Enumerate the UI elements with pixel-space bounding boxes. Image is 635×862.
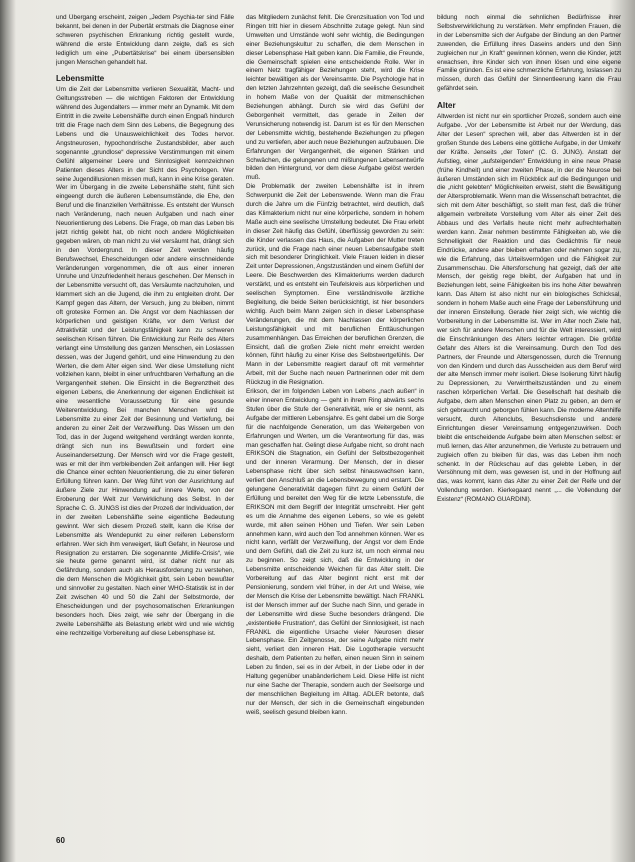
- paragraph: Altwerden ist nicht nur ein sportlicher Prozeß, sondern auch eine Aufgabe. „Vor der Lebensmitte ist Arbeit nur der Werdung, das Alter der Lesen“ sprechen will, aber das Altwerden ist in der großen Stunde des Lebens eine göttliche Aufgabe, in der Umkehr der Kräfte. Jenseits „der Toten“ (C. G. JUNG). Anstatt der Aufstieg, einer „aufsteigenden“ Entwicklung in eine neue Phase (frühe Kindheit) und einer zweiten Phase, in der die Neurose bei äußeren Umständen sich im Rückblick auf die Bedingungen und die „nicht gelebten“ Möglichkeiten erweist, steht die Bewältigung der Altersproblematik. Wenn man die Wissenschaft betrachtet, die sich mit dem Alter beschäftigt, so stellt man fest, daß die früher allgemein verbreitete Vorstellung vom Alter als einer Zeit des Abbaus und des Verfalls heute nicht mehr aufrechterhalten werden kann. Zwar nehmen bestimmte Fähigkeiten ab, wie die Schnelligkeit der Reaktion und das Gedächtnis für neue Eindrücke, andere aber bleiben erhalten oder nehmen sogar zu, wie die Erfahrung, das Urteilsvermögen und die Fähigkeit zur Zusammenschau. Die Altersforschung hat gezeigt, daß der alte Mensch, der geistig rege bleibt, der Aufgaben hat und in Beziehungen lebt, seine Fähigkeiten bis ins hohe Alter bewahren kann. Das Altern ist also nicht nur ein biologisches Schicksal, sondern in hohem Maße auch eine Frage der Lebensführung und der inneren Einstellung. Gerade hier zeigt sich, wie wichtig die Vorbereitung in der Lebensmitte ist. Wer im Alter noch Ziele hat, wer sich für andere Menschen und für die Welt interessiert, wird die Einschränkungen des Alters leichter ertragen. Die größte Gefahr des Alters ist die Vereinsamung. Durch den Tod des Partners, der Freunde und Altersgenossen, durch die Trennung von den Kindern und durch das Ausscheiden aus dem Beruf wird der alte Mensch immer mehr isoliert. Diese Isolierung führt häufig zu Depressionen, zu Verwirrtheitszuständen und zu einem raschen körperlichen Verfall. Die Gesellschaft hat deshalb die Aufgabe, dem alten Menschen einen Platz zu geben, an dem er sich gebraucht und geborgen fühlen kann. Die moderne Altenhilfe versucht, durch Altenclubs, Besuchsdienste und andere Einrichtungen dieser Vereinsamung entgegenzuwirken. Doch bleibt die entscheidende Aufgabe beim alten Menschen selbst: er muß lernen, das Alter anzunehmen, die Verluste zu betrauern und zugleich offen zu bleiben für das, was das Leben ihm noch schenkt. In der Rückschau auf das gelebte Leben, in der Versöhnung mit dem, was gewesen ist, und in der Hoffnung auf das, was kommt, kann das Alter zu einer Zeit der Reife und der Vollendung werden. Kierkegaard nennt „... die Vollendung der Existenz“ (ROMANO GUARDINI).: [437, 113, 621, 504]
- page-number: 60: [56, 836, 65, 845]
- paragraph: Die Problematik der zweiten Lebenshälfte ist in ihrem Schwerpunkt die Zeit der Lebenswende. Wenn man die Frau durch die Jahre um die Fünfzig betrachtet, wird deutlich, daß das Klimakterium nicht nur eine körperliche, sondern in hohem Maße auch eine seelische Umstellung bedeutet. Die Frau erlebt in dieser Zeit häufig das Gefühl, überflüssig geworden zu sein: die Kinder verlassen das Haus, die Aufgaben der Mutter treten zurück, und die Frage nach einer neuen Lebensaufgabe stellt sich mit besonderer Dringlichkeit. Viele Frauen leiden in dieser Zeit unter Depressionen, Angstzuständen und einem Gefühl der Leere. Die Beschwerden des Klimakteriums werden dadurch verstärkt, und es entsteht ein Teufelskreis aus körperlichen und seelischen Symptomen. Eine verständnisvolle ärztliche Begleitung, die beide Seiten berücksichtigt, ist hier besonders wichtig. Auch beim Mann zeigen sich in dieser Lebensphase Veränderungen, die mit dem Nachlassen der körperlichen Leistungsfähigkeit und mit beruflichen Enttäuschungen zusammenhängen. Das Erreichen der beruflichen Grenzen, die Einsicht, daß die großen Ziele nicht mehr erreicht werden können, führt häufig zu einer Krise des Selbstwertgefühls. Der Mann in der Lebensmitte reagiert darauf oft mit vermehrter Arbeit, mit der Suche nach neuen Partnerinnen oder mit dem Rückzug in die Resignation.: [246, 183, 424, 387]
- section-heading: Alter: [437, 101, 456, 111]
- paragraph: das Mitgliedern zunächst fehlt. Die Grenzsituation von Tod und Ringen tritt hier in diesem Abschnitte zutage gelegt. Nun sind Umwelten und Umstände wohl sehr wichtig, die Bedingungen einer Beziehungskultur zu schaffen, die dem Menschen in dieser Lebensphase Halt geben kann. Die Familie, die Freunde, die Gemeinschaft spielen eine entscheidende Rolle. Wer in einem Netz tragfähiger Beziehungen steht, wird die Krise leichter bewältigen als der Vereinsamte. Die Psychologie hat in den letzten Jahrzehnten gezeigt, daß die seelische Gesundheit in hohem Maße von der Qualität der mitmenschlichen Beziehungen abhängt. Durch sie wird das Gefühl der Geborgenheit vermittelt, das gerade in Zeiten der Verunsicherung notwendig ist. Darum ist es für den Menschen der Lebensmitte wichtig, bestehende Beziehungen zu pflegen und zu vertiefen, aber auch neue Beziehungen aufzubauen. Die Erfahrungen der Vergangenheit, die eigenen Stärken und Schwächen, die gelungenen und mißlungenen Lebensentwürfe bilden den Hintergrund, vor dem diese Aufgabe gelöst werden muß.: [246, 14, 424, 182]
- section-heading: Lebensmitte: [56, 74, 105, 84]
- paragraph: und Übergang erscheint, zeigen „Jedem Psychia-ter sind Fälle bekannt, bei denen in der Pubertät erstmals die Diagnose einer schweren psychischen Erkrankung richtig gestellt wurde, während die erste Entwicklung dann zeigte, daß es sich lediglich um eine „Pubertätskrise“ bei einem übersensiblen jungen Menschen gehandelt hat.: [56, 14, 234, 66]
- text-column-3: [437, 14, 621, 804]
- document-page: [56, 14, 626, 852]
- paragraph: bildung noch einmal die sehnlichen Bedürfnisse ihrer Selbstverwirklichung zu verstärken. Mehr empfinden Frauen, die in der Lebensmitte sich der Aufgabe der Bindung an den Partner zuwenden, die Erfüllung ihres Daseins anders und den Sinn zugleichen nur „in Kraft“ gewinnen können, wenn die Kinder, jetzt erwachsen, ihre Kinder sich von ihnen lösen und eine eigene Familie gründen. Es ist eine schmerzliche Erfahrung, loslassen zu müssen, durch das Gefühl der Sinnentleerung kann die Frau gefährdet sein.: [437, 14, 621, 93]
- paragraph: Um die Zeit der Lebensmitte verlieren Sexualität, Macht- und Geltungsstreben — die wichtigen Faktoren der Entwicklung während des Jugendalters — immer mehr an Dynamik. Mit dem Eintritt in die zweite Lebenshälfte durch einen Engpaß hindurch tritt die Frage nach dem Sinn des Lebens, die Begegnung des Lebens und die Unausweichlichkeit des Todes hervor. Angstneurosen, hypochondrische Zustandsbilder, aber auch sogenannte „grundlose“ depressive Verstimmungen mit einem Gefühl allgemeiner Leere und Sinnlosigkeit kennzeichnen Patienten dieses Alters in der Sicht des Psychologen. Wer seine Jugendillusionen missen muß, kann in eine Krise geraten. Wer im Übergang in die zweite Lebenshälfte steht, fühlt sich eingeengt durch die äußeren Lebensumstände, die Ehe, den Beruf und die finanziellen Verhältnisse. Es entsteht der Wunsch nach Veränderung, nach neuen Aufgaben und nach einer Neuorientierung des Lebens. Die Frage, ob man das Leben bis jetzt richtig gelebt hat, ob nicht noch andere Möglichkeiten gegeben wären, ob man nicht zu viel versäumt hat, drängt sich in den Vordergrund. In dieser Zeit werden häufig Berufswechsel, Ehescheidungen oder andere einschneidende Veränderungen vorgenommen, die oft aus einer inneren Unruhe und Unzufriedenheit heraus geschehen. Der Mensch in der Lebensmitte versucht oft, das Versäumte nachzuholen, und klammert sich an die Jugend, die ihm zu entgleiten droht. Der Kampf gegen das Altern, der Versuch, jung zu bleiben, nimmt oft groteske Formen an. Die Angst vor dem Nachlassen der körperlichen und geistigen Kräfte, vor dem Verlust der Attraktivität und der Leistungsfähigkeit kann zu schweren seelischen Krisen führen. Die Entwicklung zur Reife des Alters verlangt eine Umstellung des ganzen Menschen, ein Loslassen dessen, was der Jugend gehört, und eine Hinwendung zu den Werten, die dem Alter eigen sind. Wer diese Umstellung nicht vollziehen kann, bleibt in einer unfruchtbaren Verhaftung an die Vergangenheit stehen. Die Einsicht in die Begrenztheit des eigenen Lebens, die Anerkennung der eigenen Endlichkeit ist eine wesentliche Voraussetzung für eine gesunde Weiterentwicklung. Bei manchen Menschen wird die Lebensmitte zu einer Zeit der Besinnung und Vertiefung, bei anderen zu einer Zeit der Verzweiflung. Das Wissen um den Tod, das in der Jugend weitgehend verdrängt werden konnte, drängt sich nun ins Bewußtsein und fordert eine Auseinandersetzung. Der Mensch wird vor die Frage gestellt, was er mit der ihm verbleibenden Zeit anfangen will. Hier liegt die Chance einer echten Neuorientierung, die zu einer tieferen Erfüllung führen kann. Der Weg führt von der Ausrichtung auf äußere Ziele zur Hinwendung auf innere Werte, von der Eroberung der Welt zur Verwirklichung des Selbst. In der Sprache C. G. JUNGS ist dies der Prozeß der Individuation, der in der zweiten Lebenshälfte seine eigentliche Bedeutung gewinnt. Wer sich diesem Prozeß stellt, kann die Krise der Lebensmitte als Wendepunkt zu einer reiferen Lebensform erfahren. Wer sich ihm verweigert, läuft Gefahr, in Neurose und Resignation zu erstarren. Die sogenannte „Midlife-Crisis“, wie sie heute gerne genannt wird, ist daher nicht nur als Gefährdung, sondern auch als Herausforderung zu verstehen, die dem Menschen die Möglichkeit gibt, sein Leben bewußter und sinnvoller zu gestalten. Nach einer WHO-Statistik ist in der Zeit zwischen 40 und 50 die Zahl der Selbstmorde, der Ehescheidungen und der psychosomatischen Erkrankungen besonders hoch. Dies zeigt, wie sehr der Übergang in die zweite Lebenshälfte als Belastung erlebt wird und wie wichtig eine rechtzeitige Vorbereitung auf diese Lebensphase ist.: [56, 86, 234, 637]
- text-column-2: [246, 14, 424, 804]
- paragraph: Erikson, der im folgenden Leben von Lebens „nach außen“ in einer inneren Entwicklung — geht in ihrem Ring abwärts sechs Stufen über die Stufe der Generativität, wie er sie nennt, als Aufgabe der mittleren Lebensjahre. Es geht dabei um die Sorge für die nachfolgende Generation, um das Weitergeben von Erfahrungen und Werten, um die Verantwortung für das, was man geschaffen hat. Gelingt diese Aufgabe nicht, so droht nach ERIKSON die Stagnation, ein Gefühl der Selbstbezogenheit und der inneren Verarmung. Der Mensch, der in dieser Lebensphase nicht über sich selbst hinauswachsen kann, verliert den Anschluß an die Lebensbewegung und erstarrt. Die gelungene Generativität dagegen führt zu einem Gefühl der Erfüllung und bereitet den Weg für die letzte Lebensstufe, die ERIKSON mit dem Begriff der Integrität umschreibt. Hier geht es um die Annahme des eigenen Lebens, so wie es gelebt wurde, mit allen seinen Höhen und Tiefen. Wer sein Leben annehmen kann, wird auch den Tod annehmen können. Wer es nicht kann, verfällt der Verzweiflung, der Angst vor dem Ende und dem Gefühl, daß die Zeit zu kurz ist, um noch einmal neu zu beginnen. So zeigt sich, daß die Entwicklung in der Lebensmitte entscheidende Weichen für das Alter stellt. Die Vorbereitung auf das Alter beginnt nicht erst mit der Pensionierung, sondern viel früher, in der Art und Weise, wie der Mensch die Krise der Lebensmitte bewältigt. Nach FRANKL ist der Mensch immer auf der Suche nach Sinn, und gerade in der Lebensmitte wird diese Suche besonders drängend. Die „existentielle Frustration“, das Gefühl der Sinnlosigkeit, ist nach FRANKL die eigentliche Ursache vieler Neurosen dieser Lebensphase. Ein Zeitgenosse, der seine Aufgabe nicht mehr sieht, verliert den inneren Halt. Die Logotherapie versucht deshalb, dem Patienten zu helfen, einen neuen Sinn in seinem Leben zu finden, sei es in der Arbeit, in der Liebe oder in der Haltung gegenüber unabänderlichem Leid. Diese Hilfe ist nicht nur eine Sache der Therapie, sondern auch der Seelsorge und der menschlichen Begleitung im Alltag. ADLER betonte, daß nur der Mensch, der sich in die Gemeinschaft eingebunden weiß, seelisch gesund bleiben kann.: [246, 388, 424, 716]
- text-column-1: [56, 14, 234, 804]
